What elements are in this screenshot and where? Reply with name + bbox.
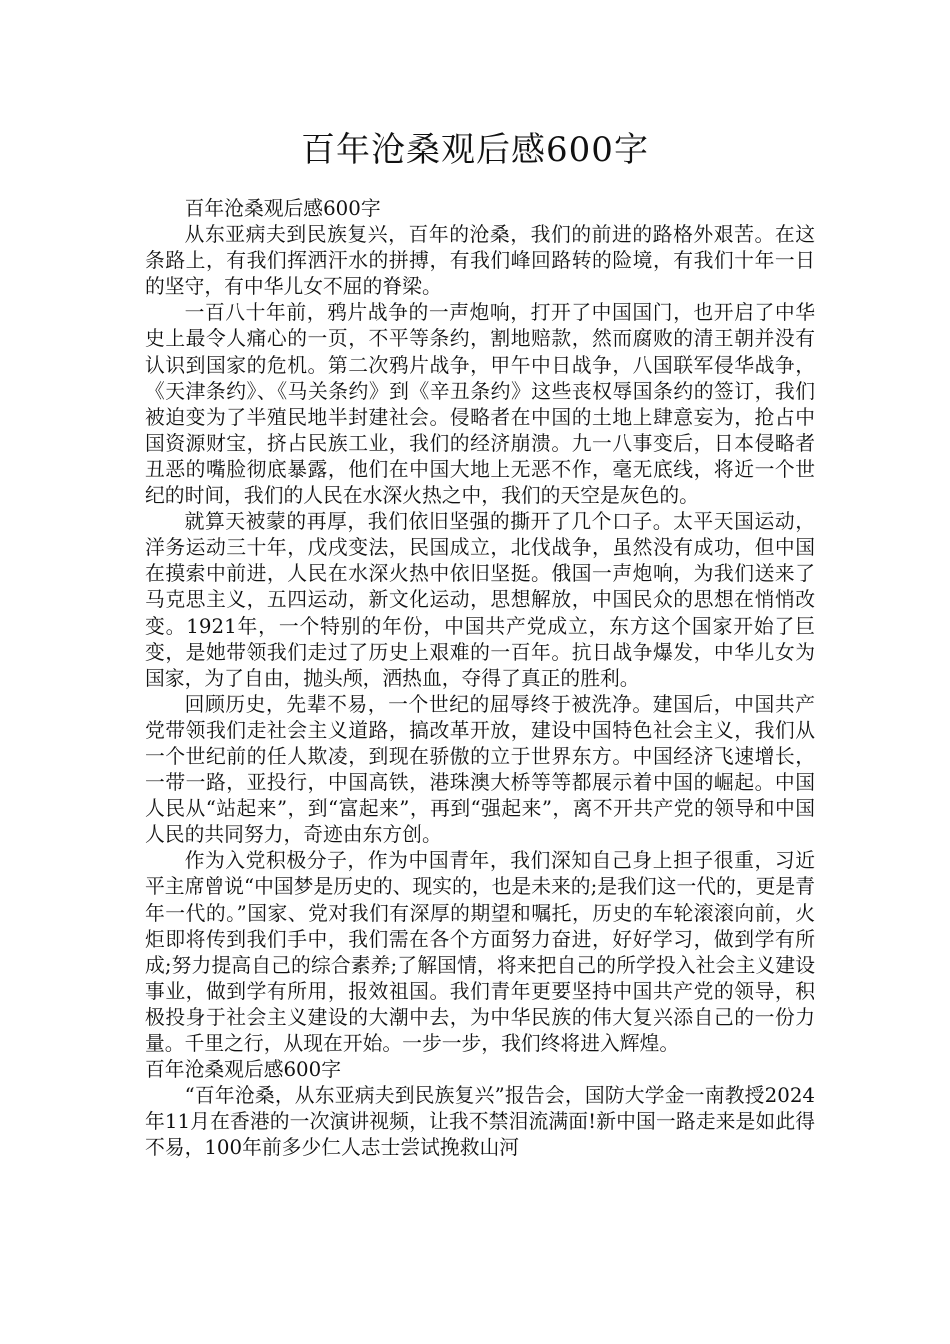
document-body bbox=[145, 196, 815, 1161]
document-title: 百年沧桑观后感600字 bbox=[301, 130, 649, 170]
paragraph-revolutions: 就算天被蒙的再厚，我们依旧坚强的撕开了几个口子。太平天国运动，洋务运动三十年，戊戌变法，民国成立，北伐战争，虽然没有成功，但中国在摸索中前进，人民在水深火热中依旧坚挺。俄国一声炮响，为我们送来了马克思主义，五四运动，新文化运动，思想解放，中国民众的思想在悄悄改变。1921年，一个特别的年份，中国共产党成立，东方这个国家开始了巨变，是她带领我们走过了历史上艰难的一百年。抗日战争爆发，中华儿女为国家，为了自由，抛头颅，洒热血，夺得了真正的胜利。 bbox=[145, 510, 815, 690]
paragraph-lecture: “百年沧桑，从东亚病夫到民族复兴”报告会，国防大学金一南教授2024年11月在香港的一次演讲视频，让我不禁泪流满面!新中国一路走来是如此得不易，100年前多少仁人志士尝试挽救山河 bbox=[145, 1084, 815, 1160]
paragraph-review-history: 回顾历史，先辈不易，一个世纪的屈辱终于被洗净。建国后，中国共产党带领我们走社会主义道路，搞改革开放，建设中国特色社会主义，我们从一个世纪前的任人欺凌，到现在骄傲的立于世界东方。中国经济飞速增长，一带一路，亚投行，中国高铁，港珠澳大桥等等都展示着中国的崛起。中国人民从“站起来”，到“富起来”，再到“强起来”，离不开共产党的领导和中国人民的共同努力，奇迹由东方创。 bbox=[145, 692, 815, 847]
paragraph-opium-war: 一百八十年前，鸦片战争的一声炮响，打开了中国国门，也开启了中华史上最令人痛心的一页，不平等条约，割地赔款，然而腐败的清王朝并没有认识到国家的危机。第二次鸦片战争，甲午中日战争，八国联军侵华战争，《天津条约》、《马关条约》到《辛丑条约》这些丧权辱国条约的签订，我们被迫变为了半殖民地半封建社会。侵略者在中国的土地上肆意妄为，抢占中国资源财宝，挤占民族工业，我们的经济崩溃。九一八事变后，日本侵略者丑恶的嘴脸彻底暴露，他们在中国大地上无恶不作，毫无底线，将近一个世纪的时间，我们的人民在水深火热之中，我们的天空是灰色的。 bbox=[145, 301, 815, 508]
paragraph-intro: 从东亚病夫到民族复兴，百年的沧桑，我们的前进的路格外艰苦。在这条路上，有我们挥洒汗水的拼搏，有我们峰回路转的险境，有我们十年一日的坚守，有中华儿女不屈的脊梁。 bbox=[145, 223, 815, 299]
paragraph-youth: 作为入党积极分子，作为中国青年，我们深知自己身上担子很重，习近平主席曾说“中国梦是历史的、现实的，也是未来的;是我们这一代的，更是青年一代的。”国家、党对我们有深厚的期望和嘱托，历史的车轮滚滚向前，火炬即将传到我们手中，我们需在各个方面努力奋进，好好学习，做到学有所成;努力提高自己的综合素养;了解国情，将来把自己的所学投入社会主义建设事业，做到学有所用，报效祖国。我们青年更要坚持中国共产党的领导，积极投身于社会主义建设的大潮中去，为中华民族的伟大复兴添自己的一份力量。千里之行，从现在开始。一步一步，我们终将进入辉煌。 bbox=[145, 849, 815, 1055]
paragraph-subtitle: 百年沧桑观后感600字 bbox=[184, 197, 381, 220]
paragraph-second-title: 百年沧桑观后感600字 bbox=[145, 1058, 342, 1082]
